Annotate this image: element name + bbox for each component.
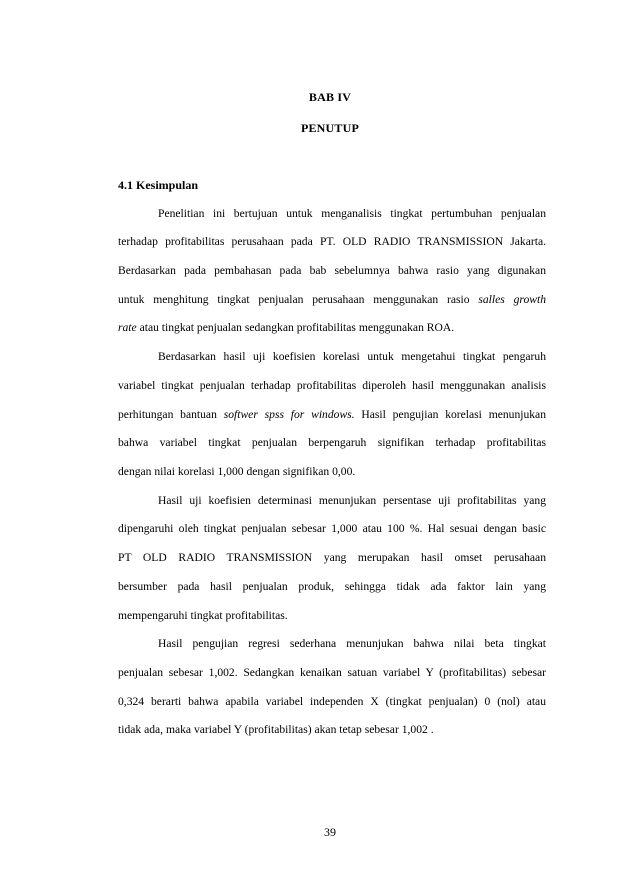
paragraph-4-line-2: penjualan sebesar 1,002. Sedangkan kenaikan satuan variabel Y (profitabilitas) sebesar (118, 666, 546, 679)
paragraph-2-line-2: variabel tingkat penjualan terhadap profitabilitas diperoleh hasil menggunakan analisis (118, 379, 546, 392)
paragraph-1-line-5: rate atau tingkat penjualan sedangkan profitabilitas menggunakan ROA. (118, 321, 455, 334)
chapter-number: BAB IV (308, 90, 352, 104)
paragraph-4-line-4: tidak ada, maka variabel Y (profitabilitas) akan tetap sebesar 1,002 . (118, 723, 434, 736)
paragraph-2-line-5: dengan nilai korelasi 1,000 dengan signifikan 0,00. (118, 465, 356, 478)
paragraph-1-line-3: Berdasarkan pada pembahasan pada bab sebelumnya bahwa rasio yang digunakan (118, 264, 546, 277)
page-number: 39 (324, 825, 336, 839)
chapter-title: PENUTUP (300, 121, 360, 135)
paragraph-1-line-2: terhadap profitabilitas perusahaan pada PT. OLD RADIO TRANSMISSION Jakarta. (118, 235, 546, 248)
paragraph-1-line-4: untuk menghitung tingkat penjualan perusahaan menggunakan rasio salles growth (118, 293, 546, 306)
paragraph-3-line-5: mempengaruhi tingkat profitabilitas. (118, 609, 288, 622)
paragraph-3-line-2: dipengaruhi oleh tingkat penjualan sebesar 1,000 atau 100 %. Hal sesuai dengan basic (118, 522, 546, 535)
paragraph-3-line-1: Hasil uji koefisien determinasi menunjukan persentase uji profitabilitas yang (158, 494, 546, 507)
paragraph-1-line-1: Penelitian ini bertujuan untuk menganalisis tingkat pertumbuhan penjualan (158, 207, 546, 220)
paragraph-4-line-3: 0,324 berarti bahwa apabila variabel independen X (tingkat penjualan) 0 (nol) atau (118, 695, 546, 708)
paragraph-4-line-1: Hasil pengujian regresi sederhana menunjukan bahwa nilai beta tingkat (158, 637, 546, 650)
paragraph-2-line-1: Berdasarkan hasil uji koefisien korelasi untuk mengetahui tingkat pengaruh (158, 350, 546, 363)
section-heading: 4.1 Kesimpulan (118, 178, 199, 192)
paragraph-3-line-3: PT OLD RADIO TRANSMISSION yang merupakan hasil omset perusahaan (118, 551, 546, 564)
paragraph-3-line-4: bersumber pada hasil penjualan produk, sehingga tidak ada faktor lain yang (118, 580, 546, 593)
paragraph-2-line-4: bahwa variabel tingkat penjualan berpengaruh signifikan terhadap profitabilitas (118, 436, 546, 449)
paragraph-2-line-3: perhitungan bantuan softwer spss for windows. Hasil pengujian korelasi menunjukan (118, 408, 547, 421)
